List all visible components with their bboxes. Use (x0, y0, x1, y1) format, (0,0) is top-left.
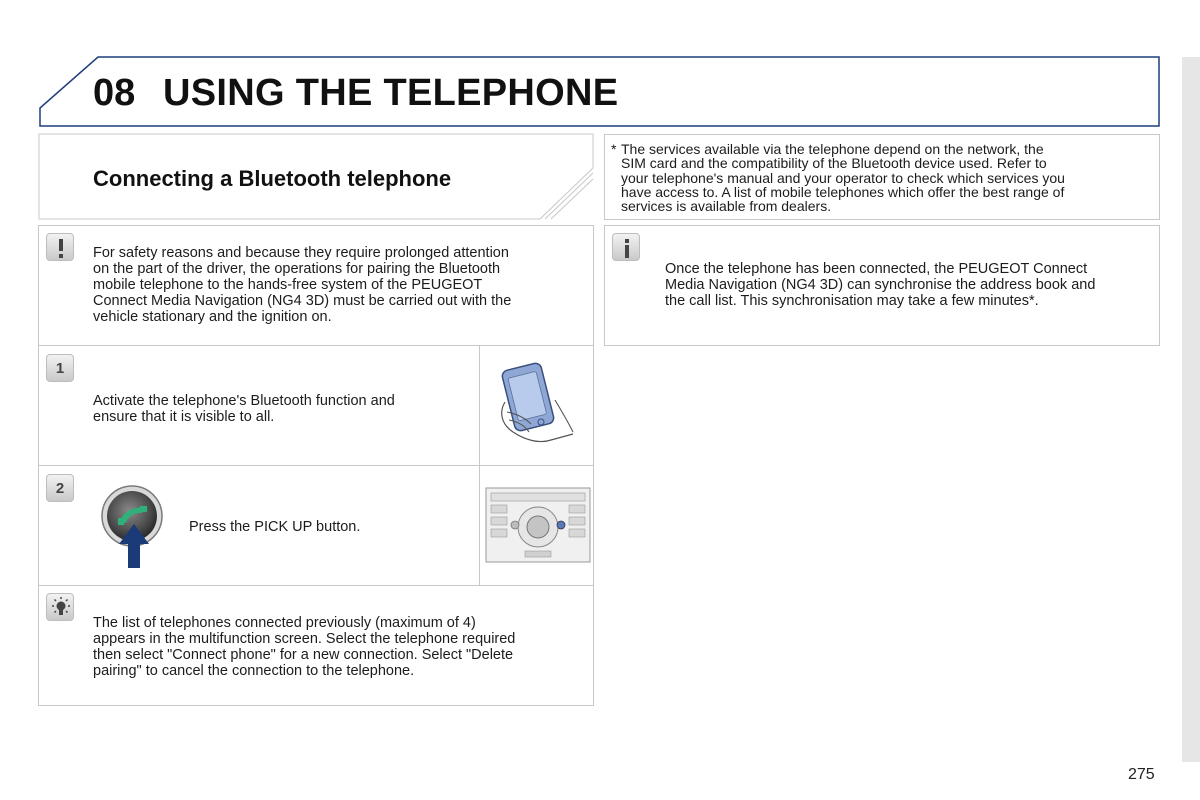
section-title: Connecting a Bluetooth telephone (93, 166, 452, 191)
exclamation-icon (46, 233, 74, 261)
console-icon (485, 487, 591, 563)
page-side-tab (1182, 57, 1200, 762)
footnote-text: The services available via the telephone depend on the network, the SIM card and the compatibility of the Bluetooth device used. Refer to your telephone's manual and your operator to check which services you have access to. A list of mobile telephones which offer the best range of services is available from dealers. (621, 141, 1065, 215)
info-icon (612, 233, 640, 261)
chapter-number: 08 (93, 72, 136, 114)
page-number: 275 (1128, 766, 1155, 783)
tip-text: The list of telephones connected previously (maximum of 4) appears in the multifunction screen. Select the telephone required then select "Connect phone" for a new connection. Select "Delete pairing" to cancel the connection to the telephone. (93, 615, 516, 679)
info-text: Once the telephone has been connected, the PEUGEOT Connect Media Navigation (NG4 3D) can synchronise the address book and the call list. This synchronisation may take a few minutes*. (665, 261, 1096, 309)
pick-up-button-icon (100, 484, 168, 570)
step-1-badge: 1 (46, 354, 74, 382)
footnote-marker: * (611, 141, 617, 157)
lightbulb-icon (46, 593, 74, 621)
chapter-title: USING THE TELEPHONE (163, 72, 619, 114)
warning-text: For safety reasons and because they require prolonged attention on the part of the driver, the operations for pairing the Bluetooth mobile telephone to the hands-free system of the PEUGEOT Connect Media Navigation (NG4 3D) must be carried out with the vehicle stationary and the ignition on. (93, 245, 512, 325)
hand-phone-icon (495, 360, 585, 455)
step-2-text: Press the PICK UP button. (189, 519, 361, 535)
step-2-badge: 2 (46, 474, 74, 502)
step-1-text: Activate the telephone's Bluetooth function and ensure that it is visible to all. (93, 393, 395, 425)
